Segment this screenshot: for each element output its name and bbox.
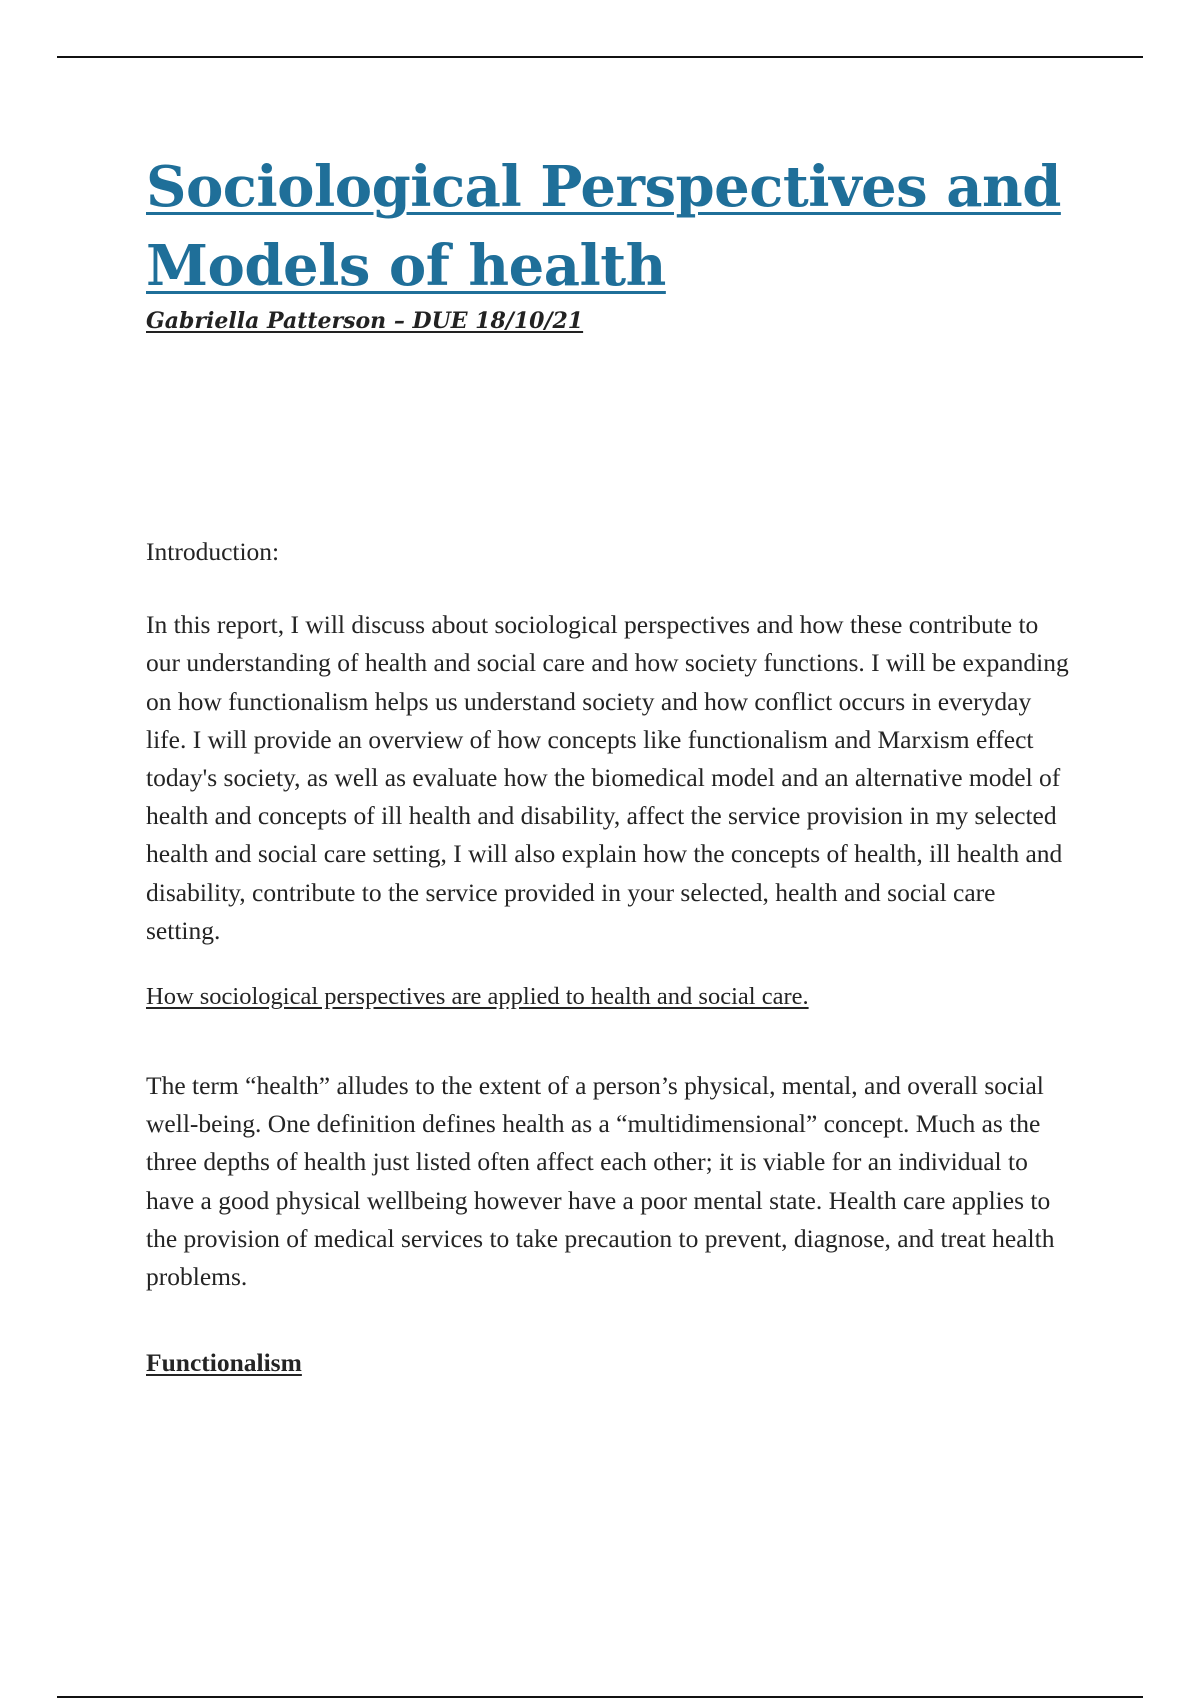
introduction-paragraph: In this report, I will discuss about sociological perspectives and how these contribute to our understanding of health and social care and how society functions. I will be expanding on how functionalism helps us understand society and how conflict occurs in everyday life. I will provide an overview of how concepts like functionalism and Marxism effect today's society, as well as evaluate how the biomedical model and an alternative model of health and concepts of ill health and disability, affect the service provision in my selected health and social care setting, I will also explain how the concepts of health, ill health and disability, contribute to the service provided in your selected, health and social care setting. <box>146 610 1069 945</box>
author-byline: Gabriella Patterson – DUE 18/10/21 <box>146 308 584 334</box>
document-body <box>146 148 1076 1380</box>
health-definition-paragraph: The term “health” alludes to the extent of a person’s physical, mental, and overall social well-being. One definition defines health as a “multidimensional” concept. Much as the three depths of health just listed often affect each other; it is viable for an individual to have a good physical wellbeing however have a poor mental state. Health care applies to the provision of medical services to take precaution to prevent, diagnose, and treat health problems. <box>146 1071 1055 1292</box>
bottom-rule <box>57 1696 1143 1698</box>
document-title: Sociological Perspectives and Models of health <box>146 154 1061 299</box>
functionalism-heading: Functionalism <box>146 1348 302 1378</box>
top-rule <box>57 56 1143 58</box>
section-heading: How sociological perspectives are applied to health and social care. <box>146 983 809 1011</box>
introduction-label: Introduction: <box>146 537 280 566</box>
